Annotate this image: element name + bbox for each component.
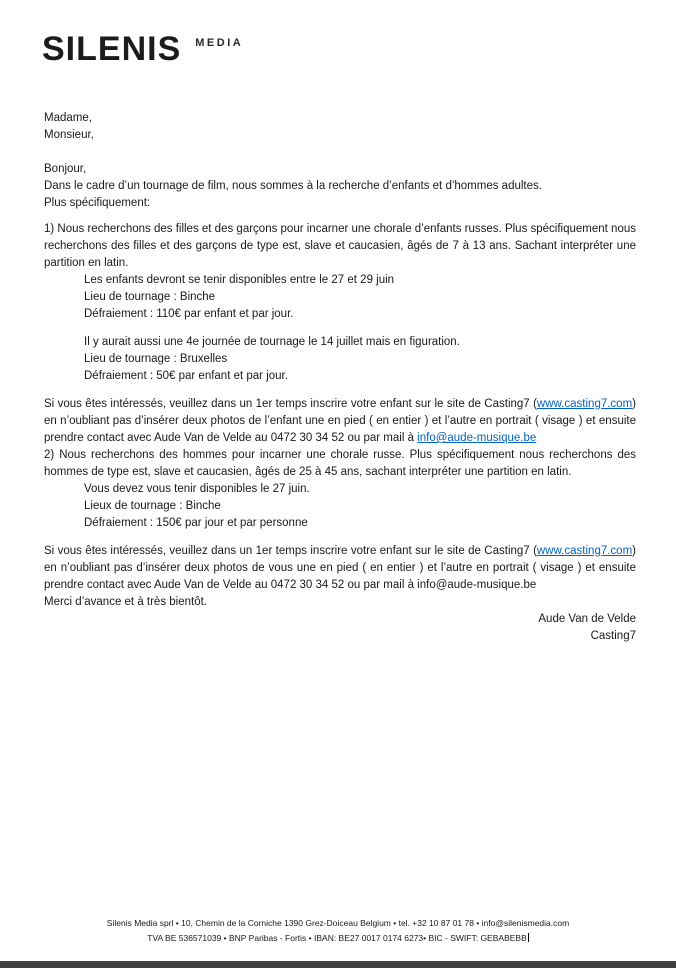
- intro-block: [44, 178, 636, 212]
- section2-contact-paragraph: [44, 543, 636, 594]
- intro-line-2: Plus spécifiquement:: [44, 197, 151, 209]
- casting7-link[interactable]: www.casting7.com: [536, 545, 633, 557]
- section1-contact-paragraph: [44, 396, 636, 447]
- bottom-edge-bar: [0, 961, 676, 968]
- section2-details: [44, 481, 636, 532]
- detail-line: Défraiement : 50€ par enfant et par jour.: [84, 370, 288, 382]
- signature-block: [44, 611, 636, 645]
- salutation-madame: Madame,: [44, 112, 92, 124]
- signature-role: Casting7: [590, 630, 636, 642]
- logo-brand-text: SILENIS: [42, 30, 182, 68]
- letterhead-footer: [0, 916, 676, 946]
- detail-line: Il y aurait aussi une 4e journée de tournage le 14 juillet mais en figuration.: [84, 336, 460, 348]
- contact-text: Si vous êtes intéressés, veuillez dans un 1er temps inscrire votre enfant sur le site de Casting7 (: [44, 545, 537, 557]
- detail-line: Lieu de tournage : Bruxelles: [84, 353, 228, 365]
- silenis-media-logo: [42, 30, 676, 70]
- footer-line-2: [0, 931, 676, 946]
- detail-line: Défraiement : 110€ par enfant et par jour.: [84, 308, 294, 320]
- email-link[interactable]: info@aude-musique.be: [417, 432, 537, 444]
- closing-text: Merci d’avance et à très bientôt.: [44, 596, 207, 608]
- salutation-monsieur: Monsieur,: [44, 129, 94, 141]
- detail-line: Lieu de tournage : Binche: [84, 291, 216, 303]
- detail-line: Les enfants devront se tenir disponibles entre le 27 et 29 juin: [84, 274, 395, 286]
- salutation-block: [44, 110, 636, 144]
- section2-paragraph: 2) Nous recherchons des hommes pour incarner une chorale russe. Plus spécifiquement nous recherchons des hommes de type est, slave et caucasien, âgés de 25 à 45 ans, sachant interpréter une partition en latin.: [44, 449, 636, 478]
- detail-line: Défraiement : 150€ par jour et par personne: [84, 517, 308, 529]
- footer-line-2-text: TVA BE 536571039 • BNP Paribas - Fortis • IBAN: BE27 0017 0174 6273• BIC - SWIFT: GEBABEBB: [147, 933, 527, 943]
- signature-name: Aude Van de Velde: [538, 613, 636, 625]
- letter-body: [44, 110, 636, 645]
- footer-line-1: Silenis Media sprl • 10, Chemin de la Corniche 1390 Grez-Doiceau Belgium • tel. +32 10 87 01 78 • info@silenismedia.com: [106, 918, 570, 928]
- greeting-text: Bonjour,: [44, 163, 87, 175]
- section1-details-a: [44, 272, 636, 323]
- section1-details-b: [44, 334, 636, 385]
- casting7-link[interactable]: www.casting7.com: [536, 398, 633, 410]
- detail-line: Lieux de tournage : Binche: [84, 500, 221, 512]
- contact-text: ) en n’oubliant pas d’insérer deux photos de vous une en pied ( en entier ) et l’autre en portrait ( visage ) et ensuite prendre contact avec Aude Van de Velde au 0472 30 34 52 ou par mail à info@aude-musique.be: [44, 545, 636, 591]
- detail-line: Vous devez vous tenir disponibles le 27 juin.: [84, 483, 310, 495]
- logo-suffix-text: MEDIA: [195, 37, 244, 49]
- intro-line-1: Dans le cadre d’un tournage de film, nous sommes à la recherche d’enfants et d’hommes adultes.: [44, 180, 542, 192]
- contact-text: ) en n’oubliant pas d’insérer deux photos de l’enfant une en pied ( en entier ) et l’autre en portrait ( visage ) et ensuite prendre contact avec Aude Van de Velde au 0472 30 34 52 ou par mail à: [44, 398, 636, 444]
- text-cursor: [528, 933, 529, 942]
- contact-text: Si vous êtes intéressés, veuillez dans un 1er temps inscrire votre enfant sur le site de Casting7 (: [44, 398, 537, 410]
- section1-paragraph: 1) Nous recherchons des filles et des garçons pour incarner une chorale d’enfants russes. Plus spécifiquement nous recherchons des filles et des garçons de type est, slave et caucasien, âgés de 7 à 13 ans. Sachant interpréter une partition en latin.: [44, 223, 636, 269]
